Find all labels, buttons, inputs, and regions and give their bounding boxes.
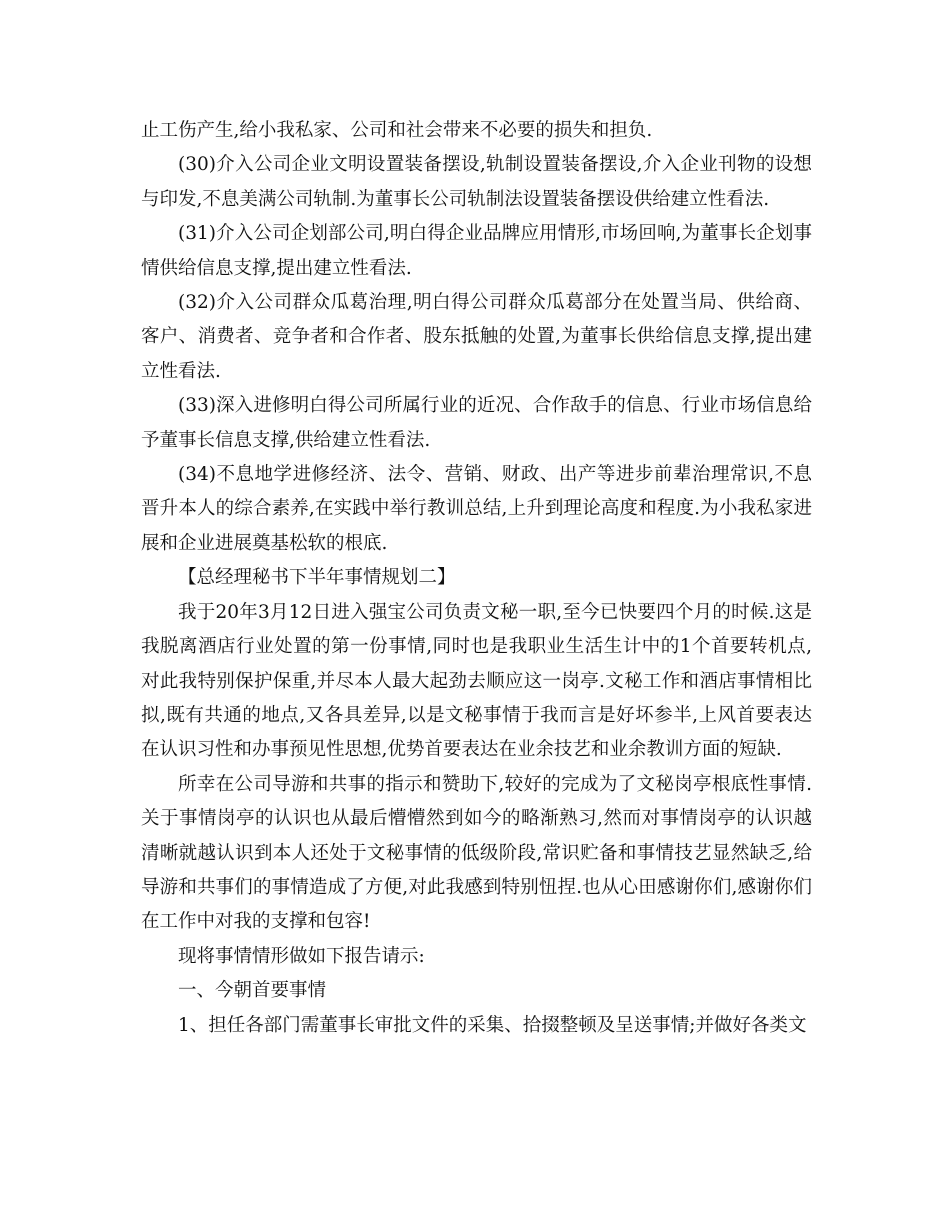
paragraph-item-30: (30)介入公司企业文明设置装备摆设,轨制设置装备摆设,介入企业刊物的设想与印发,不息美满公司轨制.为董事长公司轨制法设置装备摆设供给建立性看法. xyxy=(141,154,812,210)
paragraph-item-34: (34)不息地学进修经济、法令、营销、财政、出产等进步前辈治理常识,不息晋升本人的综合素养,在实践中举行教训总结,上升到理论高度和程度.为小我私家进展和企业进展奠基松软的根底. xyxy=(141,464,812,554)
document-page xyxy=(141,114,812,1043)
paragraph-introduction: 我于20年3月12日进入强宝公司负责文秘一职,至今已快要四个月的时候.这是我脱离酒店行业处置的第一份事情,同时也是我职业生活生计中的1个首要转机点,对此我特别保护保重,并尽本人最大起劲去顺应这一岗亭.文秘工作和酒店事情相比拟,既有共通的地点,又各具差异,以是文秘事情于我而言是好坏参半,上风首要表达在认识习性和办事预见性思想,优势首要表达在业余技艺和业余教训方面的短缺. xyxy=(141,601,812,761)
subheading-main-work: 一、今朝首要事情 xyxy=(178,980,327,1002)
paragraph-gratitude: 所幸在公司导游和共事的指示和赞助下,较好的完成为了文秘岗亭根底性事情.关于事情岗亭的认识也从最后懵懵然到如今的略渐熟习,然而对事情岗亭的认识越清晰就越认识到本人还处于文秘事情的低级阶段,常识贮备和事情技艺显然缺乏,给导游和共事们的事情造成了方便,对此我感到特别忸捏.也从心田感谢你们,感谢你们在工作中对我的支撑和包容! xyxy=(141,773,812,933)
paragraph-item-33: (33)深入进修明白得公司所属行业的近况、合作敌手的信息、行业市场信息给予董事长信息支撑,供给建立性看法. xyxy=(141,395,812,451)
paragraph-duty-1: 1、担任各部门需董事长审批文件的采集、拾掇整顿及呈送事情;并做好各类文 xyxy=(178,1014,807,1036)
paragraph-item-32: (32)介入公司群众瓜葛治理,明白得公司群众瓜葛部分在处置当局、供给商、客户、消费者、竞争者和合作者、股东抵触的处置,为董事长供给信息支撑,提出建立性看法. xyxy=(141,292,812,382)
paragraph-item-31: (31)介入公司企划部公司,明白得企业品牌应用情形,市场回响,为董事长企划事情供给信息支撑,提出建立性看法. xyxy=(141,223,812,279)
section-heading-plan-two: 【总经理秘书下半年事情规划二】 xyxy=(178,567,456,589)
paragraph-report-intro: 现将事情情形做如下报告请示: xyxy=(178,945,425,967)
paragraph-injury-prevention: 止工伤产生,给小我私家、公司和社会带来不必要的损失和担负. xyxy=(141,120,653,141)
